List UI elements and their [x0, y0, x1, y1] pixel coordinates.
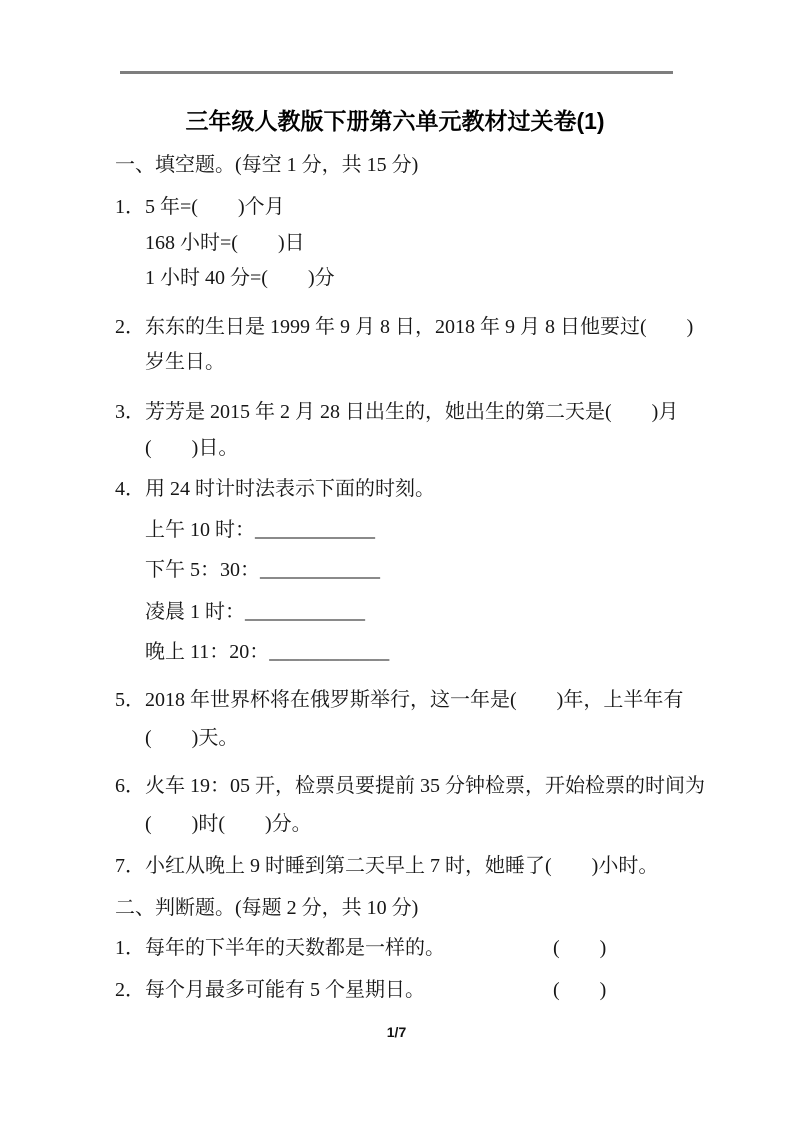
q4-line-1: 4．用 24 时计时法表示下面的时刻。	[115, 478, 435, 500]
q5-line-1: 5．2018 年世界杯将在俄罗斯举行，这一年是( )年，上半年有	[115, 689, 684, 711]
q1-line-3: 1 小时 40 分=( )分	[145, 267, 335, 289]
judgment-q2-text: 2．每个月最多可能有 5 个星期日。	[115, 979, 425, 1001]
q1-line-1: 1．5 年=( )个月	[115, 196, 285, 218]
q6-line-2: ( )时( )分。	[145, 813, 312, 835]
judgment-q1-answer-blank: ( )	[553, 937, 607, 959]
q4-blank-morning: 上午 10 时：____________	[145, 519, 375, 541]
section-1-heading: 一、填空题。(每空 1 分，共 15 分)	[115, 154, 419, 176]
q2-line-1: 2．东东的生日是 1999 年 9 月 8 日，2018 年 9 月 8 日他要过( )	[115, 316, 694, 338]
section-2-heading: 二、判断题。(每题 2 分，共 10 分)	[115, 897, 419, 919]
q4-blank-afternoon: 下午 5：30：____________	[145, 559, 380, 581]
page-number-indicator: 1/7	[386, 1024, 407, 1040]
q7-line-1: 7．小红从晚上 9 时睡到第二天早上 7 时，她睡了( )小时。	[115, 855, 659, 877]
q1-line-2: 168 小时=( )日	[145, 232, 305, 254]
judgment-q2-answer-blank: ( )	[553, 979, 607, 1001]
header-divider-line	[120, 71, 673, 74]
q5-line-2: ( )天。	[145, 727, 239, 749]
q2-line-2: 岁生日。	[145, 351, 225, 373]
q3-line-1: 3．芳芳是 2015 年 2 月 28 日出生的，她出生的第二天是( )月	[115, 401, 679, 423]
q3-line-2: ( )日。	[145, 437, 239, 459]
judgment-q1-text: 1．每年的下半年的天数都是一样的。	[115, 937, 445, 959]
q4-blank-night: 晚上 11：20：____________	[145, 641, 390, 663]
q4-blank-early-morning: 凌晨 1 时：____________	[145, 601, 365, 623]
q6-line-1: 6．火车 19：05 开，检票员要提前 35 分钟检票，开始检票的时间为	[115, 775, 705, 797]
page-title: 三年级人教版下册第六单元教材过关卷(1)	[185, 108, 605, 134]
